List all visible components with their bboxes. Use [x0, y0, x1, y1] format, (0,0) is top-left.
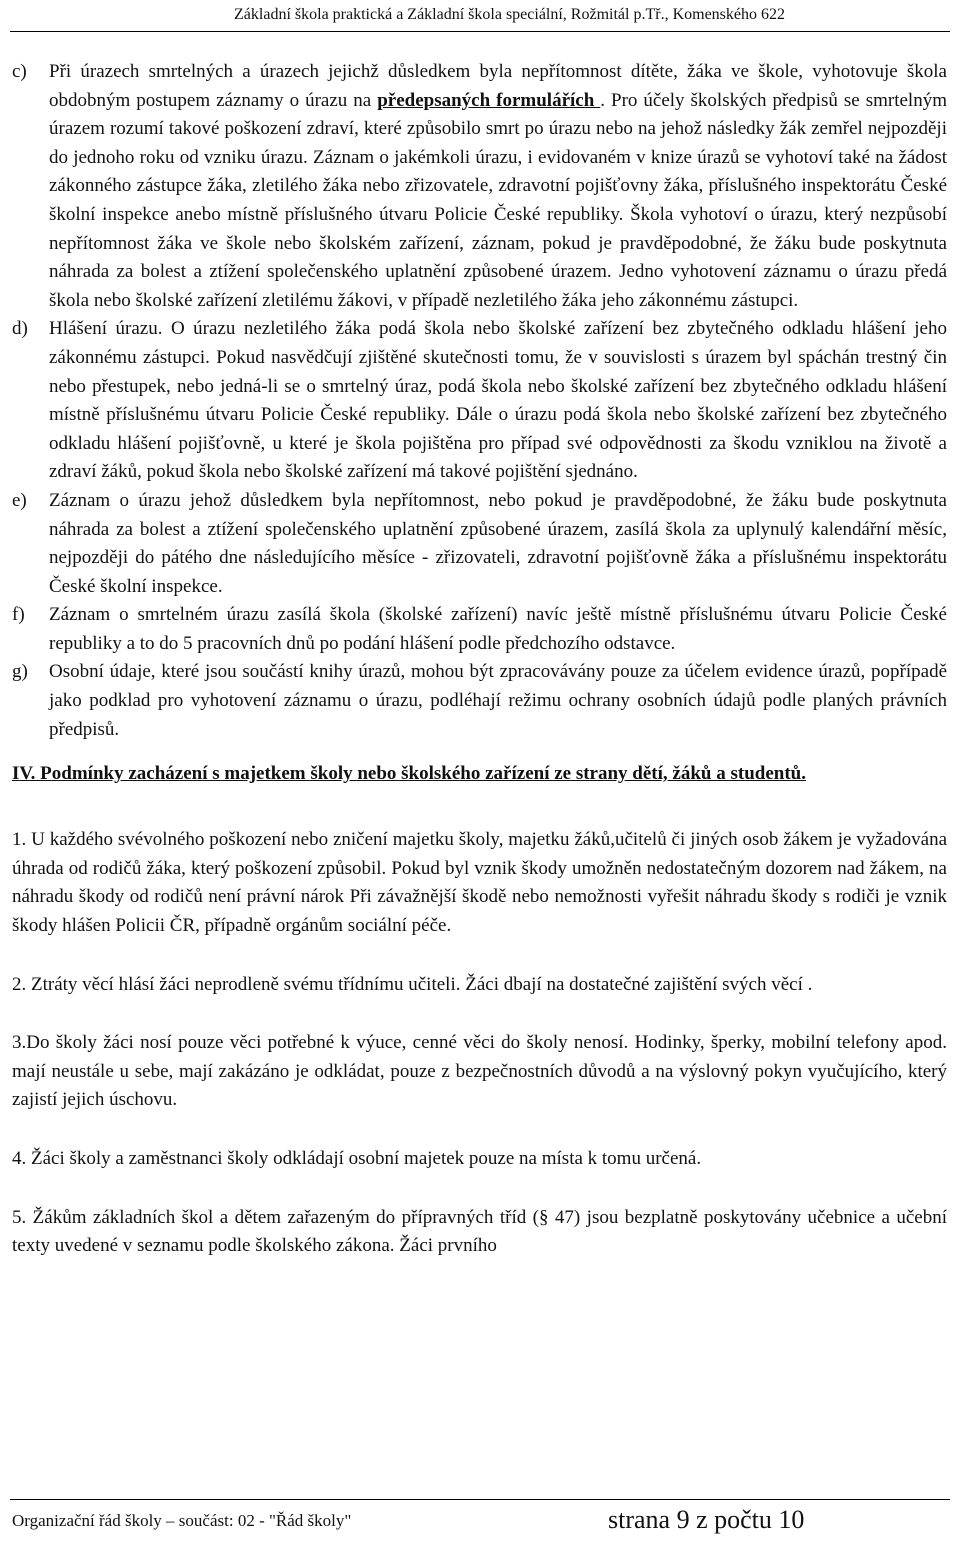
list-label: d): [12, 318, 28, 340]
list-text: Záznam o úrazu jehož důsledkem byla nepřítomnost, nebo pokud je pravděpodobné, že žáku bude poskytnuta náhrada za bolest a ztížení společenského uplatnění způsobené úrazem, zasílá škola za uplynulý kalendářní měsíc, nejpozději do pátého dne následujícího měsíce - zřizovateli, zdravotní pojišťovně žáka a příslušnému inspektorátu České školní inspekce.: [49, 489, 947, 597]
list-text: Záznam o smrtelném úrazu zasílá škola (školské zařízení) navíc ještě místně příslušnému útvaru Policie České republiky a to do 5 pracovních dnů po podání hlášení podle předchozího odstavce.: [49, 604, 947, 654]
list-item-f: [12, 601, 947, 658]
list-label: e): [12, 489, 27, 511]
paragraph-5: 5. Žákům základních škol a dětem zařazeným do přípravných tříd (§ 47) jsou bezplatně poskytovány učebnice a učební texty uvedené v seznamu podle školského zákona. Žáci prvního: [12, 1206, 947, 1257]
header-divider: [10, 31, 950, 32]
list-label: c): [12, 61, 27, 82]
page-number: strana 9 z počtu 10: [608, 1505, 805, 1534]
forms-link[interactable]: předepsaných formulářích: [377, 89, 601, 111]
list-item-d: [12, 315, 947, 487]
list-item-g: [12, 658, 947, 744]
paragraph-2: 2. Ztráty věcí hlásí žáci neprodleně svému třídnímu učiteli. Žáci dbají na dostatečné zajištění svých věcí .: [12, 973, 813, 995]
list-item-e: [12, 487, 947, 601]
list-text: Osobní údaje, které jsou součástí knihy úrazů, mohou být zpracovávány pouze za účelem evidence úrazů, popřípadě jako podklad pro vyhotovení záznamu o úrazu, podléhají režimu ochrany osobních údajů podle planých právních předpisů.: [49, 661, 947, 740]
paragraph-4: 4. Žáci školy a zaměstnanci školy odkládají osobní majetek pouze na místa k tomu určená.: [12, 1148, 702, 1169]
paragraph-3: 3.Do školy žáci nosí pouze věci potřebné k výuce, cenné věci do školy nenosí. Hodinky, šperky, mobilní telefony apod. mají neustále u sebe, mají zakázáno je odkládat, pouze z bezpečnostních důvodů a na výslovný pokyn vyučujícího, který zajistí jejich úschovu.: [12, 1032, 947, 1111]
paragraph-1: 1. U každého svévolného poškození nebo zničení majetku školy, majetku žáků,učitelů či jiných osob žákem je vyžadována úhrada od rodičů žáka, který poškození způsobil. Pokud byl vznik škody umožněn nedostatečným dozorem nad žákem, na náhradu škody od rodičů není právní nárok Při závažnější škodě nebo nemožnosti vyřešit náhradu škody s rodiči je vznik škody hlášen Policii ČR, případně orgánům sociální péče.: [12, 829, 947, 937]
list-text: Hlášení úrazu. O úrazu nezletilého žáka podá škola nebo školské zařízení bez zbytečného odkladu hlášení jeho zákonnému zástupci. Pokud nasvědčují zjištěné skutečnosti tomu, že v souvislosti s úrazem byl spáchán trestný čin nebo přestupek, nebo jedná-li se o smrtelný úraz, podá škola nebo školské zařízení bez zbytečného odkladu hlášení místně příslušnému útvaru Policie České republiky. Dále o úrazu podá škola nebo školské zařízení bez zbytečného odkladu hlášení pojišťovně, u které je škola pojištěna pro případ své odpovědnosti za škodu vzniklou na životě a zdraví žáků, pokud škola nebo školské zařízení má takové pojištění sjednáno.: [49, 318, 947, 483]
list-label: g): [12, 661, 28, 683]
list-item-c: [12, 58, 947, 315]
footer-divider: [10, 1499, 950, 1500]
list-text: Při úrazech smrtelných a úrazech jejichž důsledkem byla nepřítomnost dítěte, žáka ve škole, vyhotovuje škola obdobným postupem záznamy o úrazu na předepsaných formulářích . Pro účely školských předpisů se smrtelným úrazem rozumí takové poškození zdraví, které způsobilo smrt po úrazu nebo na jehož následky žák zemřel nejpozději do jednoho roku od vzniku úrazu. Záznam o jakémkoli úrazu, i evidovaném v knize úrazů se vyhotoví také na žádost zákonného zástupce žáka, zletilého žáka nebo zřizovatele, zdravotní pojišťovny žáka, příslušného inspektorátu České školní inspekce anebo místně příslušného útvaru Policie České republiky. Škola vyhotoví o úrazu, který nezpůsobí nepřítomnost žáka ve škole nebo školském zařízení, záznam, pokud je pravděpodobné, že žáku bude poskytnuta náhrada za bolest a ztížení společenského uplatnění způsobené úrazem. Jedno vyhotovení záznamu o úrazu předá škola nebo školské zařízení zletilému žákovi, v případě nezletilého žáka jeho zákonnému zástupci.: [49, 61, 947, 311]
page-header: [0, 6, 960, 24]
list-label: f): [12, 604, 25, 626]
header-title: Základní škola praktická a Základní škola speciální, Rožmitál p.Tř., Komenského 622: [234, 6, 785, 23]
footer-org-name: Organizační řád školy – součást: 02 - "Řád školy": [12, 1511, 352, 1530]
section-title: IV. Podmínky zacházení s majetkem školy nebo školského zařízení ze strany dětí, žáků a studentů.: [12, 763, 806, 785]
document-body: [12, 58, 947, 1261]
